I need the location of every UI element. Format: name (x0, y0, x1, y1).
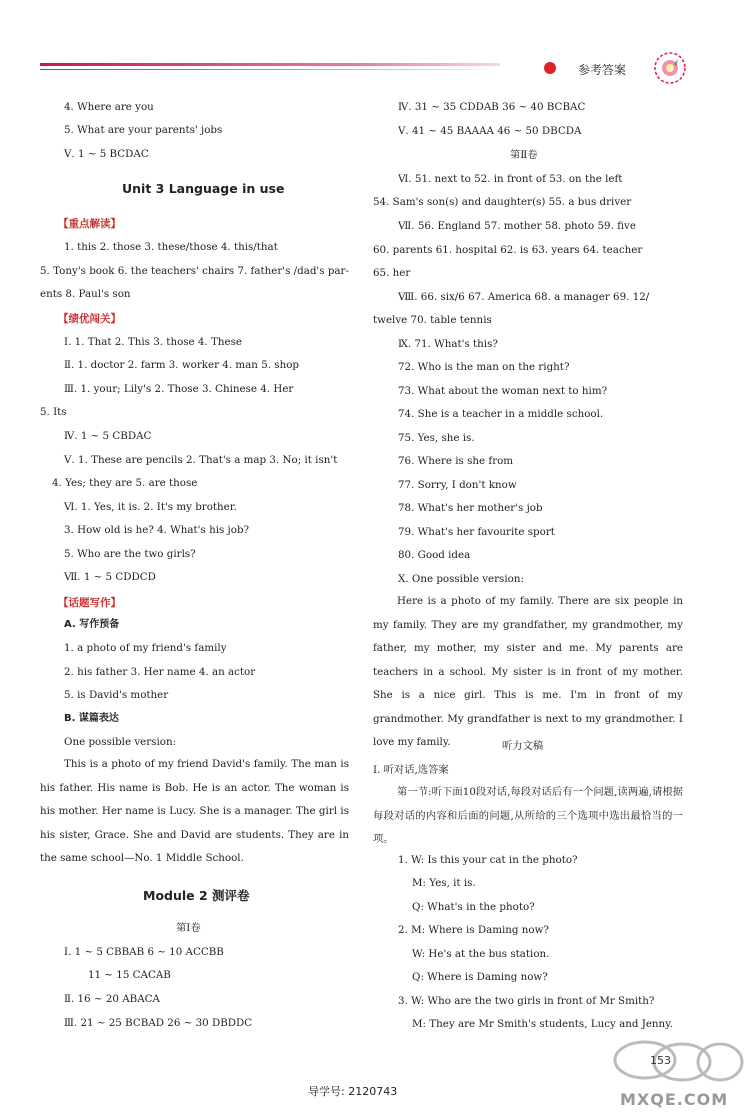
unit-title: Unit 3 Language in use (122, 181, 285, 196)
header-rule (40, 63, 500, 66)
header-title: 参考答案 (578, 63, 627, 77)
dialogue-line: Q: What's in the photo? (412, 901, 535, 913)
text-line: Ⅷ. 66. six/6 67. America 68. a manager 69. 12/ (398, 291, 650, 303)
flower-logo-icon (652, 50, 688, 86)
page-number: 153 (650, 1054, 671, 1067)
module-title: Module 2 测评卷 (143, 888, 250, 903)
text-line: 11 ~ 15 CACAB (88, 969, 171, 981)
text-line: 65. her (373, 267, 411, 279)
text-line: 3. How old is he? 4. What's his job? (64, 524, 250, 536)
text-line: Ⅹ. One possible version: (398, 573, 524, 585)
watermark-text: MXQE.COM (620, 1090, 729, 1109)
text-line: 5. is David's mother (64, 689, 169, 701)
text-line: Ⅱ. 16 ~ 20 ABACA (64, 993, 160, 1005)
text-line: Ⅸ. 71. What's this? (398, 338, 498, 350)
text-line: Ⅲ. 21 ~ 25 BCBAD 26 ~ 30 DBDDC (64, 1017, 253, 1029)
guide-number: 导学号: 2120743 (308, 1085, 398, 1098)
text-line: Ⅴ. 41 ~ 45 BAAAA 46 ~ 50 DBCDA (398, 125, 582, 137)
text-line: 78. What's her mother's job (398, 502, 543, 514)
essay-paragraph: Here is a photo of my family. There are six people in my family. They are my grandfather, my grandmother, my father, my mother, my sister and me. My parents are teachers in a school. My sister is in front of my mother. She is a nice girl. This is me. I'm in front of my grandmother. My grandfather is next to my grandmother. I love my family. (373, 595, 683, 748)
listening-instructions: 第一节:听下面10段对话,每段对话后有一个问题,读两遍,请根据每段对话的内容和后面的问题,从所给的三个选项中选出最恰当的一项。 (373, 786, 683, 845)
text-line: 1. a photo of my friend's family (64, 642, 227, 654)
text-line: twelve 70. table tennis (373, 314, 492, 326)
text-line: 4. Where are you (64, 101, 154, 113)
text-line: 72. Who is the man on the right? (398, 361, 570, 373)
header-rule-thin (40, 69, 500, 70)
dialogue-line: 3. W: Who are the two girls in front of Mr Smith? (398, 995, 655, 1007)
dialogue-line: W: He's at the bus station. (412, 948, 550, 960)
dialogue-line: M: They are Mr Smith's students, Lucy and Jenny. (412, 1018, 673, 1030)
text-line: 75. Yes, she is. (398, 432, 475, 444)
section-label: B. 谋篇表达 (64, 713, 119, 724)
text-line: Ⅳ. 1 ~ 5 CBDAC (64, 430, 152, 442)
juan-label: 第Ⅰ卷 (176, 922, 201, 934)
text-line: 5. Its (40, 406, 67, 418)
listening-section: Ⅰ. 听对话,选答案 (373, 764, 449, 776)
text-line: ents 8. Paul's son (40, 288, 131, 300)
text-line: One possible version: (64, 736, 177, 748)
section-tag: 【重点解读】 (58, 218, 121, 230)
text-line: Ⅵ. 1. Yes, it is. 2. It's my brother. (64, 501, 237, 513)
dialogue-line: 1. W: Is this your cat in the photo? (398, 854, 578, 866)
text-line: 79. What's her favourite sport (398, 526, 555, 538)
text-line: Ⅱ. 1. doctor 2. farm 3. worker 4. man 5. shop (64, 359, 300, 371)
text-line: Ⅰ. 1. That 2. This 3. those 4. These (64, 336, 242, 348)
header-dot-icon (544, 62, 556, 74)
text-line: Ⅵ. 51. next to 52. in front of 53. on the left (398, 173, 623, 185)
listening-title: 听力文稿 (502, 740, 544, 752)
text-line: 80. Good idea (398, 549, 471, 561)
text-line: 5. Who are the two girls? (64, 548, 196, 560)
text-line: 2. his father 3. Her name 4. an actor (64, 666, 256, 678)
text-line: 76. Where is she from (398, 455, 514, 467)
text-line: 77. Sorry, I don't know (398, 479, 517, 491)
text-line: 5. Tony's book 6. the teachers' chairs 7. father's /dad's par- (40, 265, 349, 277)
text-line: 74. She is a teacher in a middle school. (398, 408, 604, 420)
text-line: Ⅳ. 31 ~ 35 CDDAB 36 ~ 40 BCBAC (398, 101, 586, 113)
essay-paragraph: This is a photo of my friend David's family. The man is his father. His name is Bob. He is an actor. The woman is his mother. Her name is Lucy. She is a manager. The girl is his sister, Grace. She and David are students. They are in the same school—No. 1 Middle School. (40, 758, 349, 864)
section-tag: 【绩优闯关】 (58, 313, 121, 325)
dialogue-line: 2. M: Where is Daming now? (398, 924, 549, 936)
dialogue-line: Q: Where is Daming now? (412, 971, 548, 983)
juan-label: 第Ⅱ卷 (510, 149, 538, 161)
text-line: 60. parents 61. hospital 62. is 63. years 64. teacher (373, 244, 643, 256)
dialogue-line: M: Yes, it is. (412, 877, 476, 889)
text-line: 73. What about the woman next to him? (398, 385, 608, 397)
text-line: Ⅴ. 1 ~ 5 BCDAC (64, 148, 149, 160)
text-line: 5. What are your parents' jobs (64, 124, 223, 136)
text-line: 54. Sam's son(s) and daughter(s) 55. a bus driver (373, 196, 632, 208)
text-line: Ⅰ. 1 ~ 5 CBBAB 6 ~ 10 ACCBB (64, 946, 224, 958)
section-label: A. 写作预备 (64, 619, 120, 630)
text-line: 4. Yes; they are 5. are those (52, 477, 198, 489)
text-line: Ⅲ. 1. your; Lily's 2. Those 3. Chinese 4. Her (64, 383, 294, 395)
text-line: 1. this 2. those 3. these/those 4. this/that (64, 241, 278, 253)
text-line: Ⅶ. 1 ~ 5 CDDCD (64, 571, 156, 583)
text-line: Ⅴ. 1. These are pencils 2. That's a map 3. No; it isn't (64, 454, 338, 466)
section-tag: 【话题写作】 (58, 597, 121, 609)
text-line: Ⅶ. 56. England 57. mother 58. photo 59. five (398, 220, 636, 232)
